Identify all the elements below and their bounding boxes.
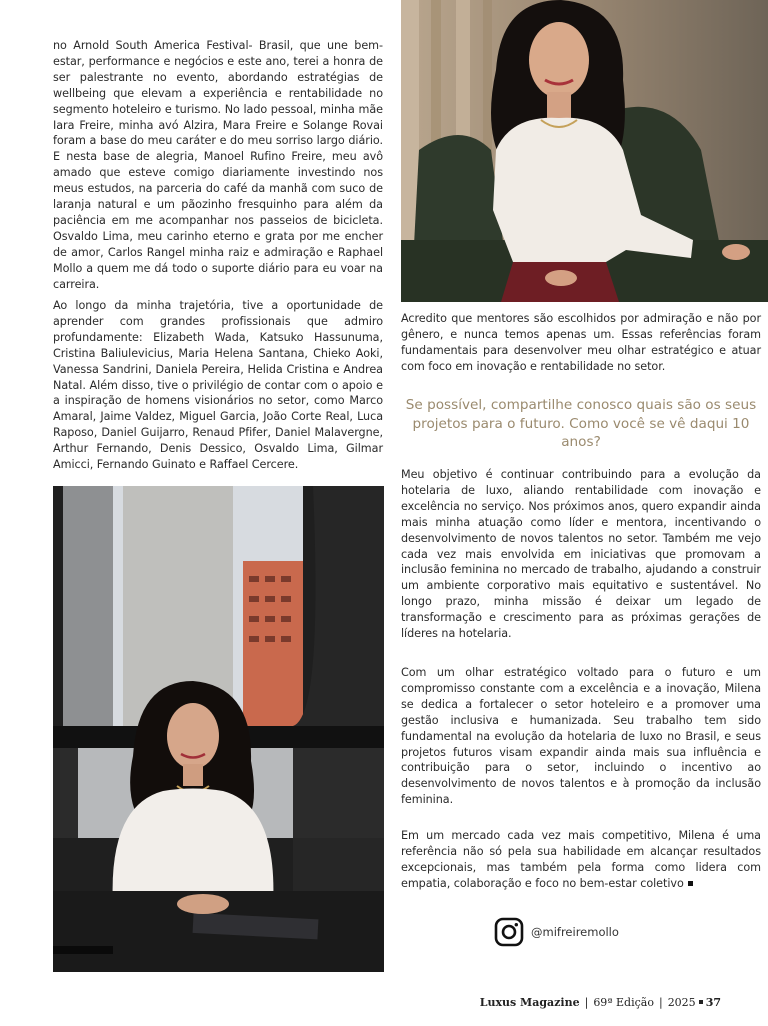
- portrait-photo-armchair: [401, 0, 768, 302]
- footer-dot: [699, 1000, 703, 1004]
- page-footer: Luxus Magazine | 69ª Edição | 2025 37: [479, 996, 721, 1009]
- edition: 69ª Edição: [593, 996, 654, 1009]
- paragraph: Com um olhar estratégico voltado para o futuro e um compromisso constante com a excelência e a inovação, Milena se dedica a fortalecer o setor hoteleiro e a promover uma gestão inclusiva e humanizada. Seu trabalho tem sido fundamental na evolução da hotelaria de luxo no Brasil, e seus projetos futuros visam expandir ainda mais sua influência e contribuição para o setor, incluindo o incentivo ao desenvolvimento de novos talentos e à promoção da inclusão feminina.: [401, 666, 761, 807]
- interview-question: Se possível, compartilhe conosco quais são os seus projetos para o futuro. Como você se vê daqui 10 anos?: [405, 397, 757, 450]
- paragraph: Meu objetivo é continuar contribuindo para a evolução da hotelaria de luxo, aliando rentabilidade com inovação e excelência no serviço. Nos próximos anos, quero expandir ainda mais minha atuação como líder e mentora, incentivando o desenvolvimento de novos talentos no setor. Também me vejo cada vez mais envolvida em iniciativas que promovam a inclusão feminina no mercado de trabalho, ajudando a construir um ambiente corporativo mais equitativo e sustentável. No longo prazo, minha missão é deixar um legado de transformação e crescimento para as próximas gerações de líderes na hotelaria.: [401, 468, 761, 641]
- left-column-paragraph-2: [53, 298, 383, 473]
- paragraph: no Arnold South America Festival- Brasil, que une bem-estar, performance e negócios e este ano, terei a honra de ser palestrante no evento, abordando estratégias de wellbeing que elevam a experiência e rentabilidade no segmento hoteleiro e turismo. No lado pessoal, minha mãe Iara Freire, minha avó Alzira, Mara Freire e Solange Rovai foram a base do meu caráter e do meu sorriso largo diário. E nesta base de alegria, Manoel Rufino Freire, meu avô amado que esteve comigo diariamente investindo nos meus estudos, na parceria do café da manhã com suco de laranja natural e um pãozinho fresquinho para além da paciência em me acompanhar nos passeios de bicicleta. Osvaldo Lima, meu carinho eterno e grata por me encher de amor, Carlos Rangel minha raiz e admiração e Raphael Mollo a quem me dá todo o suporte diário para eu voar na carreira.: [53, 39, 383, 291]
- end-of-article-mark: [688, 881, 693, 886]
- paragraph: [401, 828, 761, 892]
- right-column-paragraph-4: [401, 828, 761, 892]
- page-number: 37: [705, 996, 721, 1009]
- social-handle: [494, 917, 619, 947]
- portrait-armchair-illustration: [401, 0, 768, 302]
- year: 2025: [667, 996, 696, 1009]
- instagram-handle: @mifreiremollo: [531, 925, 619, 939]
- paragraph-text: Em um mercado cada vez mais competitivo, Milena é uma referência não só pela sua habilidade em alcançar resultados excepcionais, mas também pela forma como lidera com empatia, colaboração e foco no bem-estar coletivo: [401, 829, 761, 890]
- right-column-paragraph-3: [401, 665, 761, 808]
- left-column-paragraph-1: [53, 38, 383, 293]
- instagram-icon: [494, 917, 524, 947]
- right-column-paragraph-1: [401, 311, 761, 375]
- paragraph: Acredito que mentores são escolhidos por admiração e não por gênero, e nunca temos apenas um. Essas referências foram fundamentais para desenvolver meu olhar estratégico e atuar com foco em inovação e rentabilidade no setor.: [401, 312, 761, 373]
- paragraph: Ao longo da minha trajetória, tive a oportunidade de aprender com grandes profissionais que admiro profundamente: Elizabeth Wada, Katsuko Hassunuma, Cristina Baliulevicius, Maria Helena Santana, Chieko Aoki, Vanessa Sandrini, Daniela Pereira, Helida Cristina e Andrea Natal. Além disso, tive o privilégio de contar com o apoio e a inspiração de homens visionários no setor, como Marco Amaral, Jaime Valdez, Miguel Garcia, João Corte Real, Luca Raposo, Daniel Guijarro, Renaud Pfifer, Daniel Malavergne, Arthur Fernando, Denis Dessico, Osvaldo Lima, Gilmar Amicci, Fernando Guinato e Raffael Cercere.: [53, 299, 383, 472]
- right-column-paragraph-2: [401, 467, 761, 642]
- portrait-desk-illustration: [53, 486, 384, 972]
- magazine-name: Luxus Magazine: [479, 996, 580, 1009]
- portrait-photo-desk: [53, 486, 384, 972]
